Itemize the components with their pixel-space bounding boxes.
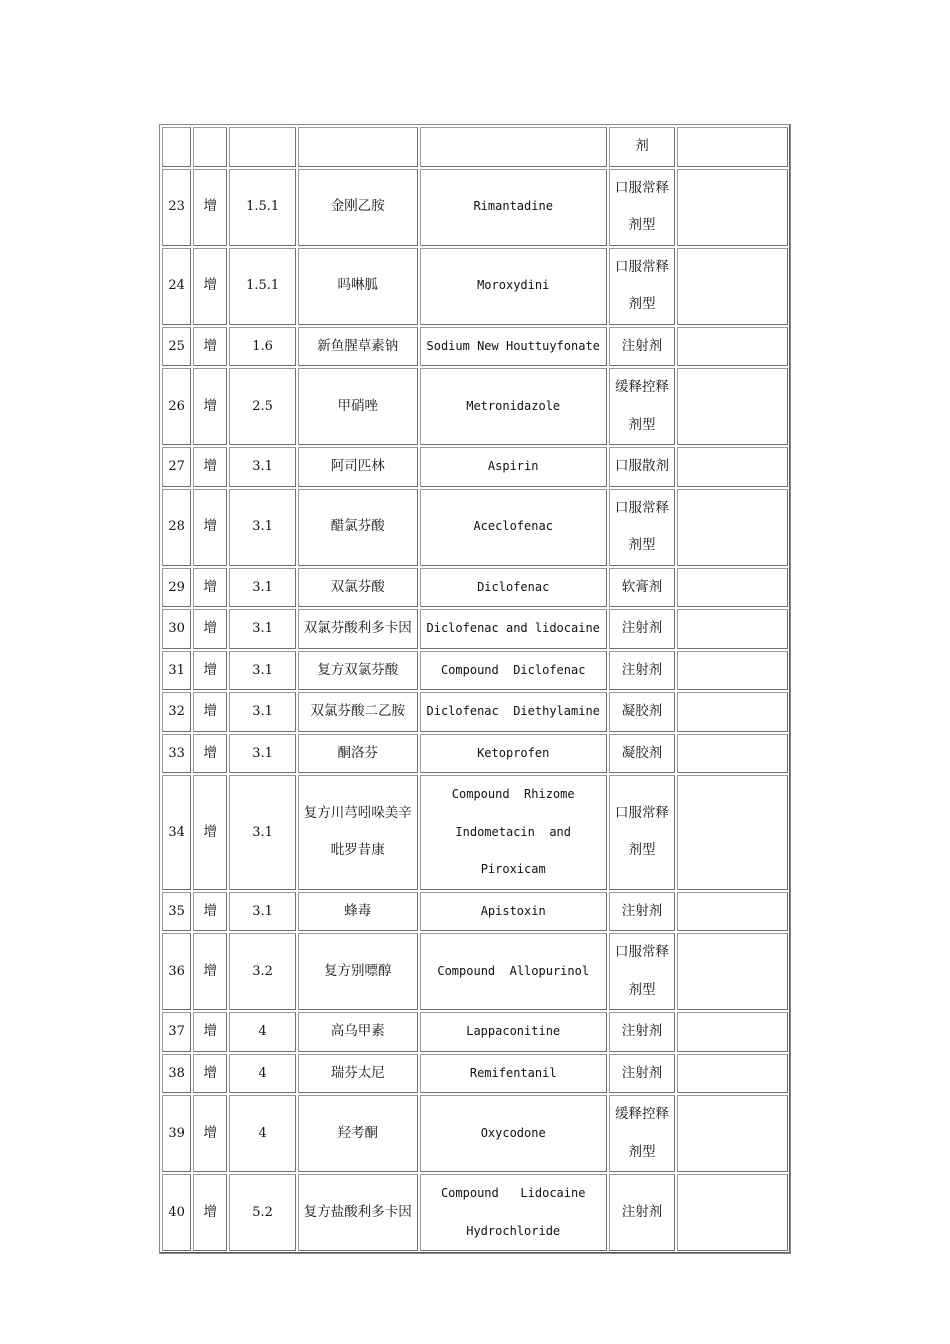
- chinese-name: 双氯芬酸二乙胺: [298, 692, 418, 732]
- change-flag: 增: [193, 489, 227, 566]
- row-number: 35: [162, 892, 191, 932]
- english-name: Aspirin: [420, 447, 607, 487]
- remarks: [677, 933, 788, 1010]
- row-number: 38: [162, 1054, 191, 1094]
- dosage-form: 剂: [609, 127, 675, 167]
- change-flag: 增: [193, 1012, 227, 1052]
- remarks: [677, 368, 788, 445]
- chinese-name: 复方川芎吲哚美辛吡罗昔康: [298, 775, 418, 890]
- table-row: [162, 327, 788, 367]
- table-row: [162, 1174, 788, 1251]
- chinese-name: 双氯芬酸利多卡因: [298, 609, 418, 649]
- table-row: [162, 933, 788, 1010]
- english-name: [420, 127, 607, 167]
- chinese-name: 复方双氯芬酸: [298, 651, 418, 691]
- dosage-form: 注射剂: [609, 327, 675, 367]
- change-flag: 增: [193, 892, 227, 932]
- dosage-form: 口服常释剂型: [609, 933, 675, 1010]
- dosage-form: 凝胶剂: [609, 734, 675, 774]
- english-name: Metronidazole: [420, 368, 607, 445]
- category-code: 4: [229, 1012, 295, 1052]
- table-row: [162, 892, 788, 932]
- remarks: [677, 609, 788, 649]
- category-code: 3.1: [229, 775, 295, 890]
- category-code: 3.1: [229, 651, 295, 691]
- chinese-name: 复方别嘌醇: [298, 933, 418, 1010]
- category-code: 3.1: [229, 692, 295, 732]
- chinese-name: 醋氯芬酸: [298, 489, 418, 566]
- change-flag: 增: [193, 169, 227, 246]
- dosage-form: 缓释控释剂型: [609, 1095, 675, 1172]
- row-number: 39: [162, 1095, 191, 1172]
- table-row: [162, 609, 788, 649]
- dosage-form: 注射剂: [609, 1012, 675, 1052]
- table-row: [162, 1054, 788, 1094]
- drug-catalog-table: [159, 124, 791, 1254]
- row-number: 23: [162, 169, 191, 246]
- change-flag: 增: [193, 734, 227, 774]
- dosage-form: 注射剂: [609, 1054, 675, 1094]
- dosage-form: 软膏剂: [609, 568, 675, 608]
- english-name: Remifentanil: [420, 1054, 607, 1094]
- change-flag: 增: [193, 568, 227, 608]
- row-number: 26: [162, 368, 191, 445]
- english-name: Sodium New Houttuyfonate: [420, 327, 607, 367]
- remarks: [677, 447, 788, 487]
- change-flag: 增: [193, 692, 227, 732]
- category-code: 3.1: [229, 447, 295, 487]
- dosage-form: 注射剂: [609, 892, 675, 932]
- english-name: Diclofenac: [420, 568, 607, 608]
- dosage-form: 口服常释剂型: [609, 248, 675, 325]
- row-number: 34: [162, 775, 191, 890]
- chinese-name: 复方盐酸利多卡因: [298, 1174, 418, 1251]
- remarks: [677, 734, 788, 774]
- table-row: [162, 127, 788, 167]
- row-number: 28: [162, 489, 191, 566]
- change-flag: 增: [193, 651, 227, 691]
- remarks: [677, 692, 788, 732]
- row-number: 37: [162, 1012, 191, 1052]
- english-name: Rimantadine: [420, 169, 607, 246]
- change-flag: 增: [193, 775, 227, 890]
- chinese-name: 高乌甲素: [298, 1012, 418, 1052]
- dosage-form: 口服常释剂型: [609, 489, 675, 566]
- remarks: [677, 1095, 788, 1172]
- category-code: 3.1: [229, 489, 295, 566]
- change-flag: 增: [193, 933, 227, 1010]
- remarks: [677, 1054, 788, 1094]
- category-code: 4: [229, 1095, 295, 1172]
- english-name: Moroxydini: [420, 248, 607, 325]
- remarks: [677, 1012, 788, 1052]
- row-number: 31: [162, 651, 191, 691]
- table-row: [162, 248, 788, 325]
- dosage-form: 凝胶剂: [609, 692, 675, 732]
- category-code: 5.2: [229, 1174, 295, 1251]
- table-row: [162, 692, 788, 732]
- row-number: 29: [162, 568, 191, 608]
- chinese-name: 瑞芬太尼: [298, 1054, 418, 1094]
- remarks: [677, 1174, 788, 1251]
- english-name: Apistoxin: [420, 892, 607, 932]
- remarks: [677, 327, 788, 367]
- change-flag: 增: [193, 1095, 227, 1172]
- remarks: [677, 892, 788, 932]
- table-row: [162, 447, 788, 487]
- remarks: [677, 248, 788, 325]
- category-code: 1.6: [229, 327, 295, 367]
- row-number: 24: [162, 248, 191, 325]
- category-code: [229, 127, 295, 167]
- english-name: Aceclofenac: [420, 489, 607, 566]
- remarks: [677, 127, 788, 167]
- change-flag: 增: [193, 368, 227, 445]
- english-name: Diclofenac Diethylamine: [420, 692, 607, 732]
- table-row: [162, 568, 788, 608]
- table-row: [162, 489, 788, 566]
- remarks: [677, 489, 788, 566]
- table-row: [162, 1095, 788, 1172]
- category-code: 3.1: [229, 568, 295, 608]
- category-code: 3.1: [229, 734, 295, 774]
- row-number: 40: [162, 1174, 191, 1251]
- remarks: [677, 651, 788, 691]
- change-flag: 增: [193, 327, 227, 367]
- english-name: Diclofenac and lidocaine: [420, 609, 607, 649]
- remarks: [677, 775, 788, 890]
- dosage-form: 注射剂: [609, 651, 675, 691]
- change-flag: 增: [193, 1174, 227, 1251]
- table-row: [162, 169, 788, 246]
- remarks: [677, 568, 788, 608]
- chinese-name: 阿司匹林: [298, 447, 418, 487]
- category-code: 3.1: [229, 892, 295, 932]
- table-row: [162, 651, 788, 691]
- row-number: 27: [162, 447, 191, 487]
- chinese-name: 双氯芬酸: [298, 568, 418, 608]
- chinese-name: 蜂毒: [298, 892, 418, 932]
- chinese-name: 吗啉胍: [298, 248, 418, 325]
- change-flag: 增: [193, 248, 227, 325]
- row-number: 33: [162, 734, 191, 774]
- english-name: Oxycodone: [420, 1095, 607, 1172]
- dosage-form: 注射剂: [609, 1174, 675, 1251]
- english-name: Compound Diclofenac: [420, 651, 607, 691]
- chinese-name: 新鱼腥草素钠: [298, 327, 418, 367]
- change-flag: 增: [193, 1054, 227, 1094]
- change-flag: 增: [193, 447, 227, 487]
- english-name: Compound Allopurinol: [420, 933, 607, 1010]
- change-flag: 增: [193, 609, 227, 649]
- chinese-name: [298, 127, 418, 167]
- row-number: 30: [162, 609, 191, 649]
- dosage-form: 口服散剂: [609, 447, 675, 487]
- change-flag: [193, 127, 227, 167]
- chinese-name: 羟考酮: [298, 1095, 418, 1172]
- dosage-form: 注射剂: [609, 609, 675, 649]
- chinese-name: 金刚乙胺: [298, 169, 418, 246]
- table-row: [162, 1012, 788, 1052]
- english-name: Ketoprofen: [420, 734, 607, 774]
- row-number: 36: [162, 933, 191, 1010]
- row-number: 32: [162, 692, 191, 732]
- chinese-name: 甲硝唑: [298, 368, 418, 445]
- table-row: [162, 775, 788, 890]
- dosage-form: 口服常释剂型: [609, 169, 675, 246]
- table-row: [162, 368, 788, 445]
- category-code: 1.5.1: [229, 248, 295, 325]
- table-row: [162, 734, 788, 774]
- chinese-name: 酮洛芬: [298, 734, 418, 774]
- category-code: 1.5.1: [229, 169, 295, 246]
- category-code: 4: [229, 1054, 295, 1094]
- remarks: [677, 169, 788, 246]
- category-code: 3.2: [229, 933, 295, 1010]
- category-code: 2.5: [229, 368, 295, 445]
- dosage-form: 缓释控释剂型: [609, 368, 675, 445]
- english-name: Compound Rhizome Indometacin and Piroxicam: [420, 775, 607, 890]
- dosage-form: 口服常释剂型: [609, 775, 675, 890]
- english-name: Compound Lidocaine Hydrochloride: [420, 1174, 607, 1251]
- english-name: Lappaconitine: [420, 1012, 607, 1052]
- row-number: [162, 127, 191, 167]
- category-code: 3.1: [229, 609, 295, 649]
- row-number: 25: [162, 327, 191, 367]
